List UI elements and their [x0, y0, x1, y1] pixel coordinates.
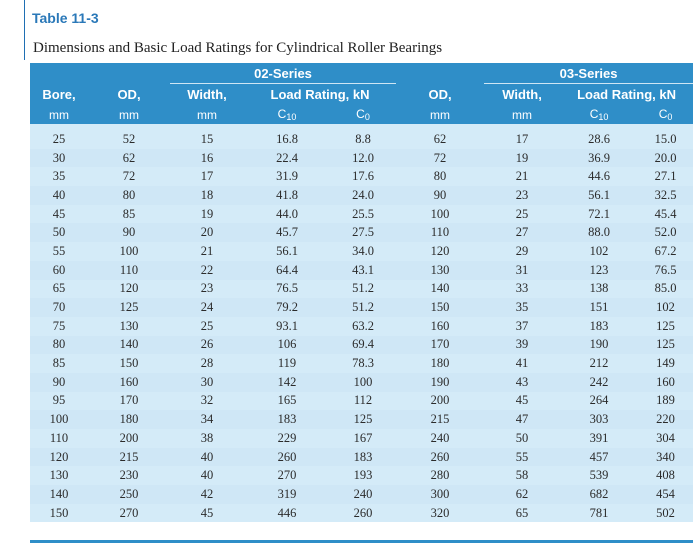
table-row — [30, 392, 693, 411]
od-02-cell: 72 — [122, 169, 136, 184]
width-02-cell: 32 — [200, 393, 214, 408]
width-02-cell: 28 — [200, 356, 214, 371]
table-row — [30, 336, 693, 355]
width-02-unit: mm — [170, 105, 244, 124]
bore-cell: 40 — [52, 187, 66, 202]
width-03-cell: 19 — [515, 150, 529, 165]
c10-02-cell: 446 — [277, 505, 297, 520]
width-03-cell: 39 — [515, 337, 529, 352]
bore-cell: 70 — [52, 300, 66, 315]
table-row — [30, 410, 693, 429]
table-row — [30, 205, 693, 224]
table-row — [30, 298, 693, 317]
c0-03-cell: 20.0 — [654, 150, 677, 165]
c10-03-cell: 391 — [589, 430, 609, 445]
c10-03-cell: 212 — [589, 356, 609, 371]
c0-03-cell: 125 — [656, 318, 675, 333]
header-blank — [30, 63, 88, 84]
width-02-cell: 40 — [200, 449, 214, 464]
c10-02-cell: 22.4 — [276, 150, 298, 165]
c0-03-cell: 149 — [656, 356, 675, 371]
width-02-cell: 26 — [200, 337, 214, 352]
c10-03-cell: 36.9 — [588, 150, 610, 165]
c10-03-cell: 151 — [589, 300, 609, 315]
width-03-cell: 29 — [515, 243, 529, 258]
table-body — [30, 124, 693, 522]
width-02-cell: 42 — [200, 486, 214, 501]
bore-cell: 120 — [49, 449, 69, 464]
table-row — [30, 167, 693, 186]
width-03-cell: 23 — [515, 187, 529, 202]
bore-cell: 30 — [52, 150, 66, 165]
table-row — [30, 242, 693, 261]
width-02-cell: 38 — [200, 430, 214, 445]
c0-02-cell: 12.0 — [352, 150, 374, 165]
od-02-cell: 200 — [119, 430, 139, 445]
c10-02-cell: 183 — [277, 412, 297, 427]
c0-03-cell: 454 — [656, 486, 675, 501]
c10-02-cell: 319 — [277, 486, 297, 501]
table-row — [30, 373, 693, 392]
table-number: Table 11-3 — [32, 10, 99, 26]
bore-cell: 150 — [49, 505, 69, 520]
c0-02-cell: 183 — [353, 449, 373, 464]
width-03-cell: 35 — [515, 300, 529, 315]
od-02-cell: 270 — [119, 505, 139, 520]
c10-03-cell: 123 — [589, 262, 609, 277]
bearing-table — [30, 63, 693, 522]
c10-02-cell: 45.7 — [276, 225, 298, 240]
c10-03-cell: 44.6 — [588, 169, 610, 184]
od-03-cell: 170 — [430, 337, 450, 352]
table-row — [30, 448, 693, 467]
bore-cell: 100 — [49, 412, 69, 427]
bore-cell: 90 — [52, 374, 66, 389]
od-02-unit: mm — [88, 105, 170, 124]
bore-cell: 140 — [49, 486, 69, 501]
bore-cell: 65 — [52, 281, 66, 296]
od-02-cell: 100 — [119, 243, 139, 258]
c10-02-cell: 44.0 — [276, 206, 298, 221]
od-03-cell: 100 — [430, 206, 450, 221]
c10-03-cell: 682 — [589, 486, 609, 501]
table-row — [30, 261, 693, 280]
c10-02-cell: 79.2 — [276, 300, 298, 315]
c10-03-cell: 303 — [589, 412, 609, 427]
c0-02-cell: 27.5 — [352, 225, 374, 240]
c0-03-cell: 52.0 — [654, 225, 677, 240]
bore-cell: 35 — [52, 169, 66, 184]
c0-02-cell: 78.3 — [352, 356, 374, 371]
table-row — [30, 149, 693, 168]
width-03-cell: 25 — [515, 206, 529, 221]
c10-02-cell: 93.1 — [276, 318, 298, 333]
bore-cell: 25 — [52, 131, 66, 146]
c0-02-cell: 69.4 — [352, 337, 374, 352]
od-02-cell: 52 — [122, 131, 136, 146]
width-03-cell: 58 — [515, 468, 529, 483]
width-03-cell: 45 — [515, 393, 529, 408]
od-03-cell: 120 — [430, 243, 450, 258]
bore-cell: 130 — [49, 468, 69, 483]
od-02-cell: 62 — [122, 150, 136, 165]
od-02-cell: 110 — [119, 262, 139, 277]
od-03-cell: 140 — [430, 281, 450, 296]
c0-03-cell: 15.0 — [654, 131, 677, 146]
c10-02-cell: 260 — [277, 449, 297, 464]
width-03-unit: mm — [484, 105, 560, 124]
c10-02-cell: 165 — [277, 393, 297, 408]
bore-cell: 95 — [52, 393, 66, 408]
c0-02-cell: 24.0 — [352, 187, 374, 202]
c10-03-cell: 183 — [589, 318, 609, 333]
c0-03-cell: 32.5 — [654, 187, 677, 202]
c10-03-cell: 102 — [589, 243, 609, 258]
c0-02-cell: 63.2 — [352, 318, 374, 333]
table-row — [30, 504, 693, 523]
width-02-cell: 45 — [200, 505, 214, 520]
od-02-cell: 130 — [119, 318, 139, 333]
c0-02-cell: 260 — [353, 505, 373, 520]
c10-03-cell: 28.6 — [588, 131, 610, 146]
c10-03-cell: 264 — [589, 393, 609, 408]
od-03-cell: 160 — [430, 318, 450, 333]
series-03-heading — [484, 63, 693, 84]
c0-02-cell: 34.0 — [352, 243, 374, 258]
width-03-heading: Width, — [484, 84, 560, 106]
width-02-cell: 23 — [200, 281, 214, 296]
bore-cell: 85 — [52, 356, 66, 371]
bore-cell: 55 — [52, 243, 66, 258]
c10-03-unit: $C_{10}$ — [560, 105, 638, 124]
bearing-table-container — [30, 63, 693, 522]
c10-02-unit: $C_{10}$ — [244, 105, 330, 124]
table-header — [30, 63, 693, 124]
od-03-cell: 62 — [433, 131, 447, 146]
width-02-cell: 25 — [200, 318, 214, 333]
od-02-heading: OD, — [88, 84, 170, 106]
width-03-cell: 41 — [515, 356, 529, 371]
table-row — [30, 223, 693, 242]
c10-03-cell: 457 — [589, 449, 609, 464]
width-03-cell: 37 — [515, 318, 529, 333]
c0-02-unit: $C_0$ — [330, 105, 396, 124]
od-03-cell: 300 — [430, 486, 450, 501]
c10-02-cell: 106 — [277, 337, 297, 352]
bore-cell: 45 — [52, 206, 66, 221]
width-02-heading: Width, — [170, 84, 244, 106]
header-blank — [88, 63, 170, 84]
width-02-cell: 19 — [200, 206, 214, 221]
od-02-cell: 90 — [122, 225, 136, 240]
c0-03-cell: 502 — [656, 505, 675, 520]
c0-02-cell: 51.2 — [352, 300, 374, 315]
c0-03-cell: 85.0 — [654, 281, 677, 296]
c0-03-cell: 220 — [656, 412, 675, 427]
table-row — [30, 186, 693, 205]
c0-02-cell: 125 — [353, 412, 373, 427]
od-02-cell: 180 — [119, 412, 139, 427]
width-02-cell: 24 — [200, 300, 214, 315]
od-03-cell: 200 — [430, 393, 450, 408]
c10-03-cell: 56.1 — [588, 187, 610, 202]
c0-02-cell: 43.1 — [352, 262, 374, 277]
width-03-cell: 33 — [515, 281, 529, 296]
c0-03-cell: 189 — [656, 393, 675, 408]
od-02-cell: 120 — [119, 281, 139, 296]
od-02-cell: 215 — [119, 449, 139, 464]
od-02-cell: 85 — [122, 206, 136, 221]
c10-03-cell: 138 — [589, 281, 609, 296]
width-03-cell: 65 — [515, 505, 529, 520]
c0-03-cell: 76.5 — [654, 262, 677, 277]
od-03-cell: 150 — [430, 300, 450, 315]
width-02-cell: 15 — [200, 131, 214, 146]
od-03-cell: 180 — [430, 356, 450, 371]
bore-heading: Bore, — [30, 84, 88, 106]
od-02-cell: 140 — [119, 337, 139, 352]
width-03-cell: 50 — [515, 430, 529, 445]
od-02-cell: 230 — [119, 468, 139, 483]
bore-cell: 80 — [52, 337, 66, 352]
width-03-cell: 47 — [515, 412, 529, 427]
c0-02-cell: 25.5 — [352, 206, 374, 221]
c10-02-cell: 119 — [277, 356, 297, 371]
c10-03-cell: 72.1 — [588, 206, 610, 221]
c0-02-cell: 8.8 — [355, 131, 371, 146]
od-03-unit: mm — [396, 105, 484, 124]
c0-02-cell: 17.6 — [352, 169, 374, 184]
width-03-cell: 43 — [515, 374, 529, 389]
od-03-cell: 215 — [430, 412, 450, 427]
c10-03-cell: 190 — [589, 337, 609, 352]
c0-03-cell: 27.1 — [654, 169, 677, 184]
width-02-cell: 20 — [200, 225, 214, 240]
od-02-cell: 80 — [122, 187, 136, 202]
c10-02-cell: 31.9 — [276, 169, 298, 184]
c10-02-cell: 270 — [277, 468, 297, 483]
table-row — [30, 124, 693, 149]
width-02-cell: 22 — [200, 262, 214, 277]
table-row — [30, 485, 693, 504]
od-03-cell: 280 — [430, 468, 450, 483]
table-row — [30, 280, 693, 299]
c0-02-cell: 193 — [353, 468, 373, 483]
left-accent-rule — [24, 0, 25, 60]
bore-cell: 60 — [52, 262, 66, 277]
table-row — [30, 466, 693, 485]
c10-02-cell: 41.8 — [276, 187, 298, 202]
od-02-cell: 170 — [119, 393, 139, 408]
c0-03-cell: 340 — [656, 449, 675, 464]
c0-02-cell: 240 — [353, 486, 373, 501]
c0-03-cell: 67.2 — [654, 243, 677, 258]
od-02-cell: 125 — [119, 300, 139, 315]
c0-03-cell: 304 — [656, 430, 675, 445]
load-rating-03-heading: Load Rating, kN — [560, 84, 693, 106]
c10-02-cell: 56.1 — [276, 243, 298, 258]
bottom-rule — [30, 540, 693, 543]
width-03-cell: 17 — [515, 131, 529, 146]
od-02-cell: 250 — [119, 486, 139, 501]
od-03-cell: 80 — [433, 169, 447, 184]
od-03-cell: 190 — [430, 374, 450, 389]
c10-02-cell: 76.5 — [276, 281, 298, 296]
c0-02-cell: 100 — [353, 374, 373, 389]
c0-02-cell: 51.2 — [352, 281, 374, 296]
od-02-cell: 160 — [119, 374, 139, 389]
c0-03-cell: 160 — [656, 374, 675, 389]
c10-02-cell: 64.4 — [276, 262, 298, 277]
c10-03-cell: 539 — [589, 468, 609, 483]
od-03-cell: 72 — [433, 150, 447, 165]
c10-03-cell: 88.0 — [588, 225, 610, 240]
header-blank — [396, 63, 484, 84]
width-03-cell: 55 — [515, 449, 529, 464]
width-03-cell: 62 — [515, 486, 529, 501]
width-02-cell: 34 — [200, 412, 214, 427]
c0-03-cell: 102 — [656, 300, 675, 315]
width-03-cell: 21 — [515, 169, 529, 184]
series-02-label: 02-Series — [254, 65, 312, 81]
table-row — [30, 354, 693, 373]
width-02-cell: 21 — [200, 243, 214, 258]
width-02-cell: 30 — [200, 374, 214, 389]
c10-02-cell: 229 — [277, 430, 297, 445]
width-02-cell: 16 — [200, 150, 214, 165]
c10-02-cell: 142 — [277, 374, 297, 389]
c10-03-cell: 781 — [589, 505, 609, 520]
bore-cell: 110 — [49, 430, 69, 445]
c0-03-cell: 125 — [656, 337, 675, 352]
table-row — [30, 317, 693, 336]
od-03-cell: 110 — [430, 225, 450, 240]
width-03-cell: 31 — [515, 262, 529, 277]
table-caption: Dimensions and Basic Load Ratings for Cylindrical Roller Bearings — [33, 40, 443, 56]
series-03-label: 03-Series — [559, 65, 618, 81]
bore-unit: mm — [30, 105, 88, 124]
od-02-cell: 150 — [119, 356, 139, 371]
od-03-cell: 240 — [430, 430, 450, 445]
bore-cell: 75 — [52, 318, 66, 333]
bore-cell: 50 — [52, 225, 66, 240]
c0-03-cell: 408 — [656, 468, 675, 483]
od-03-cell: 320 — [430, 505, 450, 520]
series-02-heading — [170, 63, 396, 84]
table-row — [30, 429, 693, 448]
width-02-cell: 40 — [200, 468, 214, 483]
c0-02-cell: 167 — [353, 430, 373, 445]
c0-02-cell: 112 — [353, 393, 373, 408]
width-02-cell: 17 — [200, 169, 214, 184]
c10-02-cell: 16.8 — [276, 131, 298, 146]
c0-03-unit: $C_0$ — [638, 105, 693, 124]
c0-03-cell: 45.4 — [654, 206, 677, 221]
width-02-cell: 18 — [200, 187, 214, 202]
od-03-cell: 130 — [430, 262, 450, 277]
od-03-cell: 260 — [430, 449, 450, 464]
load-rating-02-heading: Load Rating, kN — [244, 84, 396, 106]
od-03-heading: OD, — [396, 84, 484, 106]
c10-03-cell: 242 — [589, 374, 609, 389]
width-03-cell: 27 — [515, 225, 529, 240]
od-03-cell: 90 — [433, 187, 447, 202]
